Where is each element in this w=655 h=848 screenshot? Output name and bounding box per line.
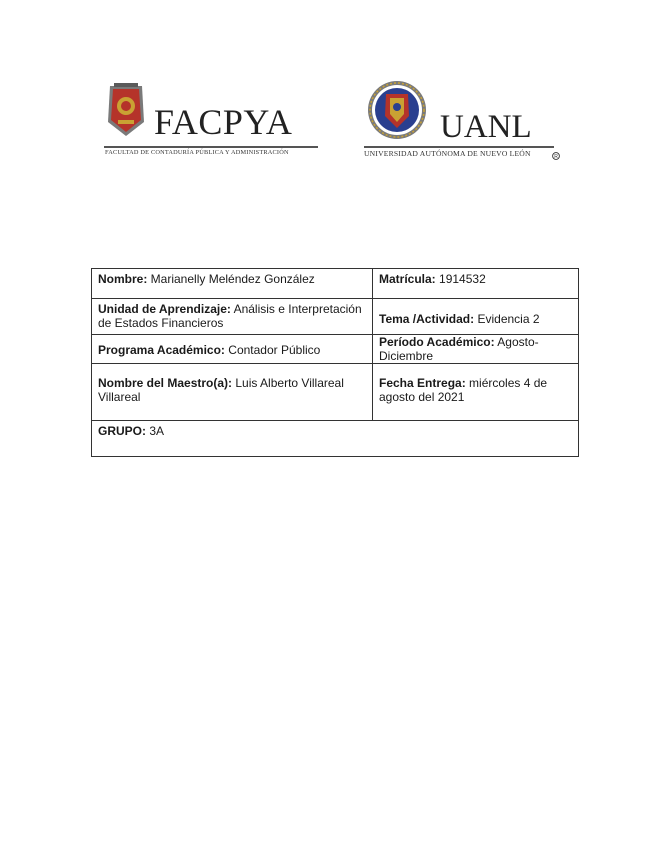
unidad-cell: [92, 299, 373, 335]
table-row: [92, 420, 578, 457]
facpya-logo: [104, 82, 320, 160]
facpya-subtitle: FACULTAD DE CONTADURÍA PÚBLICA Y ADMINISTRACIÓN: [105, 149, 289, 156]
uanl-seal-icon: [362, 80, 432, 142]
nombre-value: Marianelly Meléndez González: [147, 272, 315, 286]
matricula-label: Matrícula:: [379, 272, 436, 286]
facpya-divider: [104, 146, 318, 148]
uanl-wordmark: UANL: [440, 109, 532, 145]
grupo-label: GRUPO:: [98, 424, 146, 438]
student-info-table: [91, 268, 579, 457]
table-row: [92, 363, 578, 421]
periodo-cell: [373, 335, 578, 364]
matricula-cell: [373, 269, 578, 298]
maestro-cell: [92, 364, 373, 421]
uanl-divider: [364, 146, 554, 148]
fecha-cell: [373, 364, 578, 421]
nombre-cell: [92, 269, 373, 298]
tema-value: Evidencia 2: [474, 311, 540, 326]
facpya-wordmark: FACPYA: [154, 102, 293, 142]
programa-value: Contador Público: [224, 342, 321, 357]
unidad-label: Unidad de Aprendizaje:: [98, 302, 231, 316]
tema-cell: [373, 299, 578, 335]
table-row: [92, 334, 578, 364]
programa-cell: [92, 335, 373, 364]
matricula-value: 1914532: [435, 272, 486, 286]
unidad-value: Análisis e Interpretación de Estados Financieros: [98, 302, 362, 330]
table-row: [92, 269, 578, 298]
periodo-value: Agosto-Diciembre: [379, 335, 539, 363]
periodo-label: Período Académico:: [379, 335, 495, 349]
tema-label: Tema /Actividad:: [379, 311, 475, 326]
uanl-logo: [362, 80, 568, 164]
nombre-label: Nombre:: [98, 272, 148, 286]
table-row: [92, 298, 578, 335]
maestro-value: Luis Alberto Villareal Villareal: [98, 376, 344, 404]
programa-label: Programa Académico:: [98, 342, 225, 357]
facpya-seal-icon: [104, 82, 148, 138]
uanl-subtitle: UNIVERSIDAD AUTÓNOMA DE NUEVO LEÓN: [364, 149, 531, 158]
fecha-label: Fecha Entrega:: [379, 376, 466, 390]
svg-text:R: R: [554, 153, 558, 160]
grupo-value: 3A: [146, 424, 165, 438]
grupo-cell: [92, 421, 578, 457]
registered-mark-icon: [552, 152, 560, 160]
maestro-label: Nombre del Maestro(a):: [98, 376, 233, 390]
fecha-value: miércoles 4 de agosto del 2021: [379, 376, 548, 404]
